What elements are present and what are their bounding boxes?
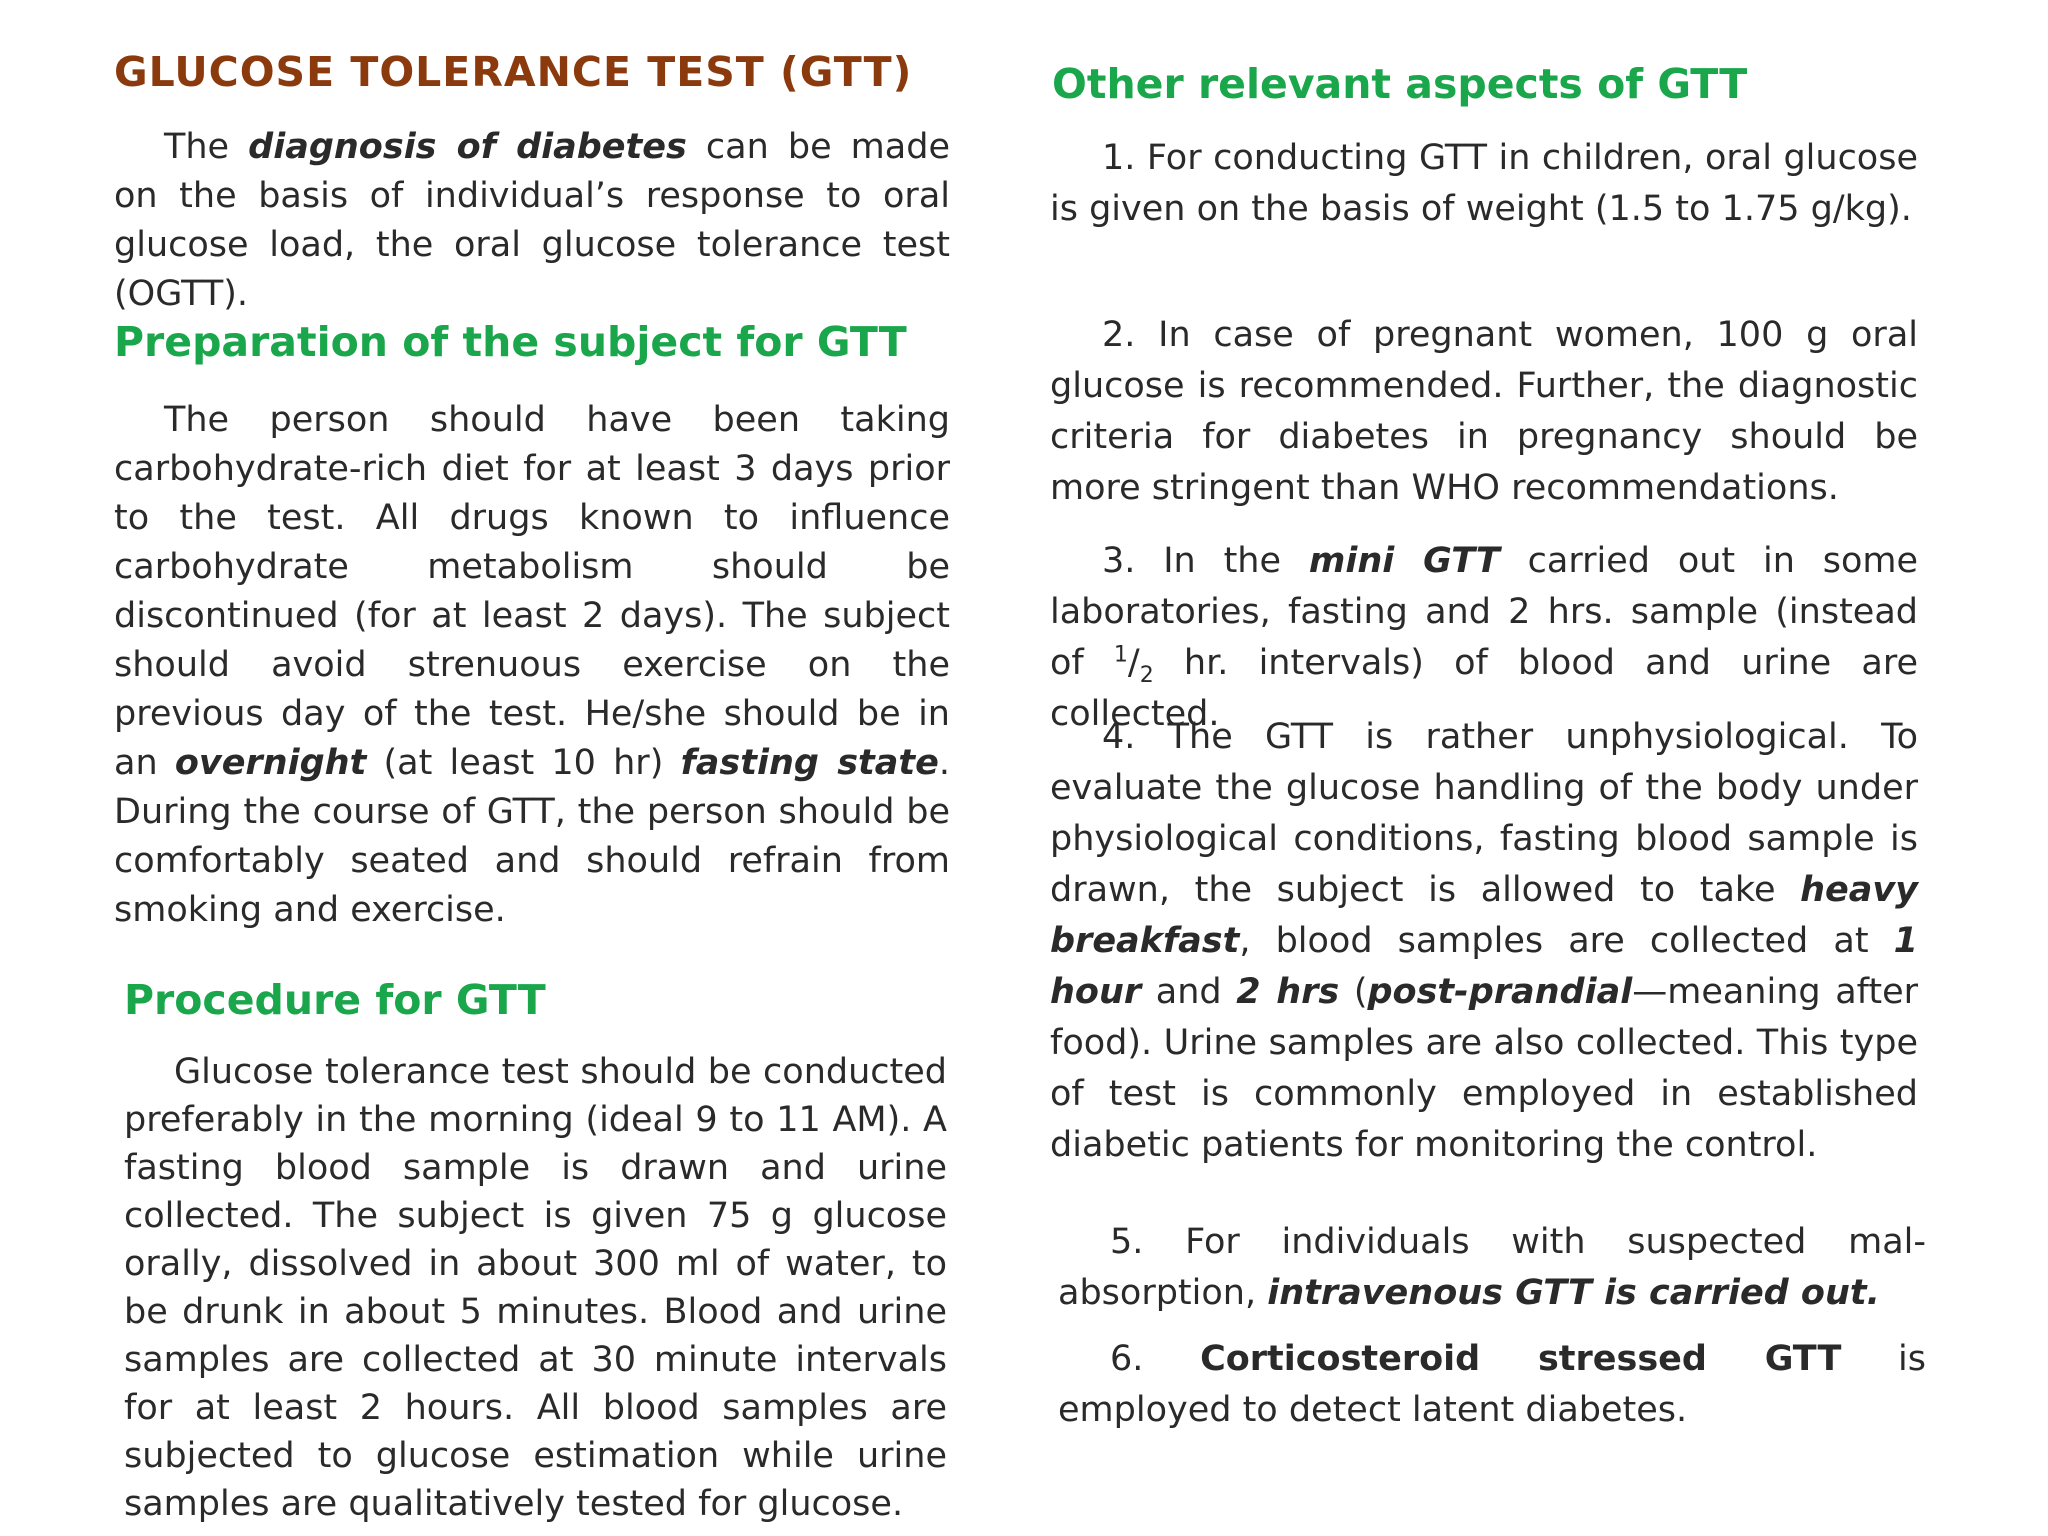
item6-emphasis: Corticosteroid stressed GTT xyxy=(1200,1339,1842,1379)
prep-emphasis-fasting: fasting state xyxy=(680,743,939,783)
procedure-heading: Procedure for GTT xyxy=(124,976,546,1024)
item4-emphasis-postprandial: post-prandial xyxy=(1367,972,1633,1012)
aspect-item-6 xyxy=(1058,1334,1926,1436)
page-title: GLUCOSE TOLERANCE TEST (GTT) xyxy=(114,48,913,96)
prep-text-2: (at least 10 hr) xyxy=(366,743,681,783)
item4-text-2: , blood samples are collected at xyxy=(1239,921,1894,961)
fraction-numerator: 1 xyxy=(1113,642,1128,668)
item4-emphasis-2hrs: 2 hrs xyxy=(1236,972,1340,1012)
item4-emphasis-breakfast: heavy breakfast xyxy=(1050,870,1918,961)
item6-text-2: is employed to detect latent diabetes. xyxy=(1058,1339,1926,1430)
item3-text-1: 3. In the xyxy=(1102,541,1309,581)
aspect-item-4 xyxy=(1050,712,1918,1171)
item4-text-4: ( xyxy=(1339,972,1368,1012)
preparation-heading: Preparation of the subject for GTT xyxy=(114,318,907,366)
fraction-denominator: 2 xyxy=(1139,663,1154,688)
item5-text-1: 5. For individuals with suspected mal-absorption, xyxy=(1058,1222,1926,1313)
intro-paragraph xyxy=(114,123,950,319)
item5-emphasis: intravenous GTT is carried out. xyxy=(1267,1273,1880,1313)
aspects-heading: Other relevant aspects of GTT xyxy=(1052,60,1748,108)
item4-emphasis-1hour: 1 hour xyxy=(1050,921,1918,1012)
fraction-slash: / xyxy=(1127,643,1140,683)
prep-emphasis-overnight: overnight xyxy=(174,743,367,783)
aspect-item-1: 1. For conducting GTT in children, oral glucose is given on the basis of weight (1.5 to 1.75 g/kg). xyxy=(1050,138,1918,229)
intro-text-1: The xyxy=(164,127,249,167)
aspect-item-2: 2. In case of pregnant women, 100 g oral glucose is recommended. Further, the diagnostic criteria for diabetes in pregnancy should be more stringent than WHO recommendations. xyxy=(1050,315,1918,508)
preparation-paragraph xyxy=(114,396,950,935)
item3-text-2: carried out in some laboratories, fasting and 2 hrs. sample (instead of xyxy=(1050,541,1918,683)
item4-text-1: 4. The GTT is rather unphysiological. To evaluate the glucose handling of the body under physiological conditions, fasting blood sample is drawn, the subject is allowed to take xyxy=(1050,717,1918,910)
intro-emphasis: diagnosis of diabetes xyxy=(248,127,687,167)
prep-text-1: The person should have been taking carbohydrate-rich diet for at least 3 days prior to the test. All drugs known to influence carbohydrate metabolism should be discontinued (for at least 2 days). The subject should avoid strenuous exercise on the previous day of the test. He/she should be in an xyxy=(114,400,950,783)
item4-text-5: —meaning after food). Urine samples are also collected. This type of test is commonly employed in established diabetic patients for monitoring the control. xyxy=(1050,972,1919,1165)
prep-text-3: . During the course of GTT, the person should be comfortably seated and should refrain from smoking and exercise. xyxy=(114,743,950,930)
aspect-item-5 xyxy=(1058,1217,1926,1319)
aspect-item-3 xyxy=(1050,536,1918,740)
procedure-paragraph: Glucose tolerance test should be conducted preferably in the morning (ideal 9 to 11 AM). A fasting blood sample is drawn and urine collected. The subject is given 75 g glucose orally, dissolved in about 300 ml of water, to be drunk in about 5 minutes. Blood and urine samples are collected at 30 minute intervals for at least 2 hours. All blood samples are subjected to glucose estimation while urine samples are qualitatively tested for glucose. xyxy=(124,1052,947,1524)
item4-text-3: and xyxy=(1141,972,1237,1012)
item3-emphasis: mini GTT xyxy=(1308,541,1500,581)
item6-text-1: 6. xyxy=(1110,1339,1201,1379)
intro-text-2: can be made on the basis of individual’s response to oral glucose load, the oral glucose tolerance test (OGTT). xyxy=(114,127,950,314)
item3-text-3: hr. intervals) of blood and urine are collected. xyxy=(1050,643,1918,734)
